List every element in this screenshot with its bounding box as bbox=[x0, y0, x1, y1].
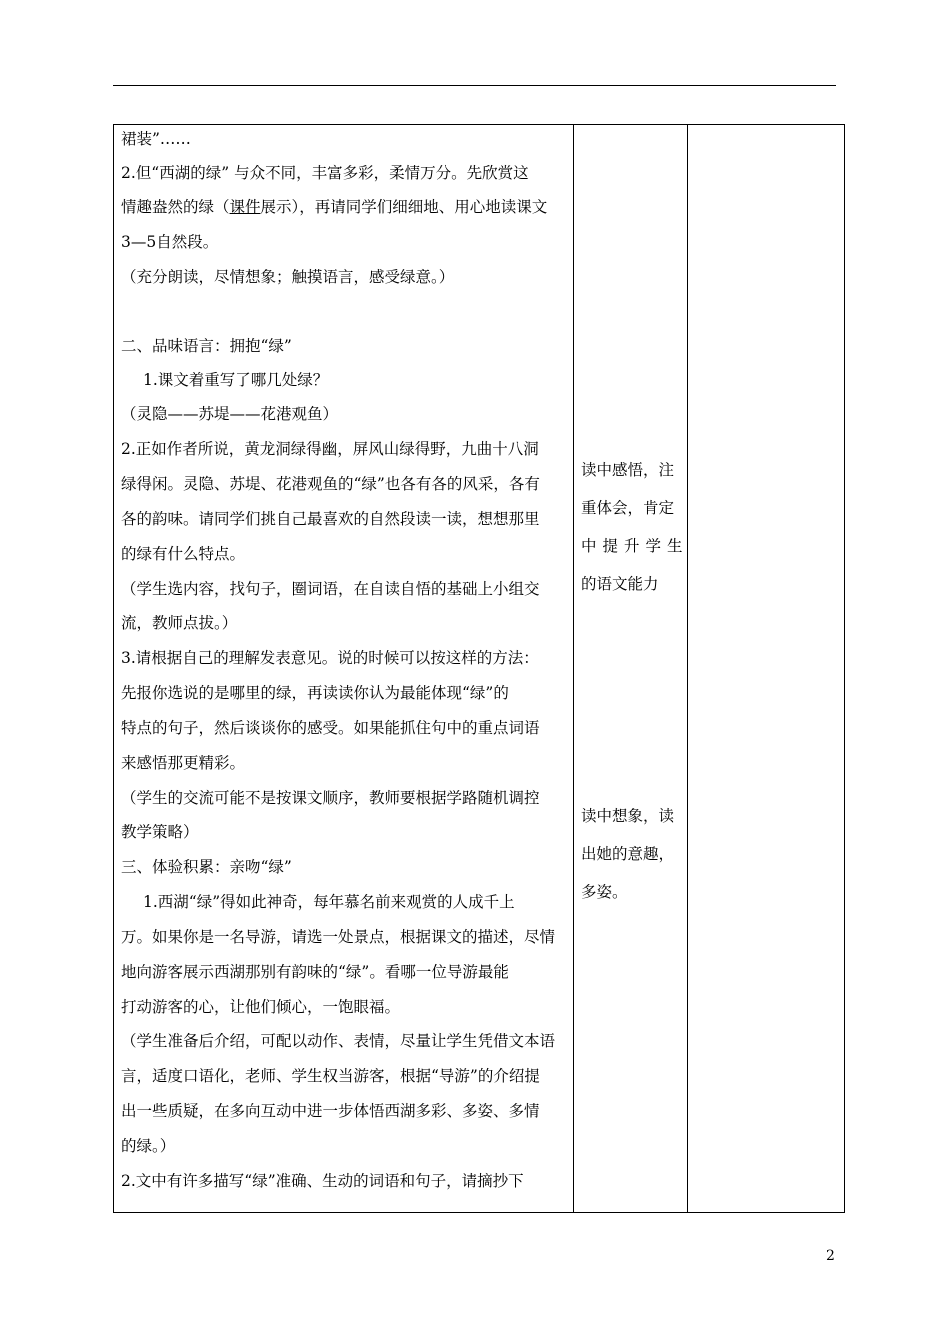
text-line: 3—5自然段。 bbox=[121, 233, 219, 251]
courseware-link[interactable]: 课件 bbox=[229, 198, 261, 216]
text-line: 1.课文着重写了哪几处绿？ bbox=[143, 371, 329, 389]
text-line: 各的韵味。请同学们挑自己最喜欢的自然段读一读，想想那里 bbox=[121, 510, 540, 528]
text-line: 流，教师点拔。） bbox=[121, 614, 238, 632]
text-line: 特点的句子，然后谈谈你的感受。如果能抓住句中的重点词语 bbox=[121, 719, 540, 737]
text-line: （充分朗读，尽情想象；触摸语言，感受绿意。） bbox=[121, 268, 455, 286]
text-line: 3.请根据自己的理解发表意见。说的时候可以按这样的方法： bbox=[121, 649, 539, 667]
note-line: 读中感悟，注 bbox=[581, 461, 675, 479]
note-line: 中提升学生 bbox=[581, 537, 689, 555]
text-line: （学生选内容，找句子，圈词语，在自读自悟的基础上小组交 bbox=[121, 580, 540, 598]
text-line: （灵隐——苏堤——花港观鱼） bbox=[121, 405, 339, 423]
lesson-table bbox=[113, 124, 845, 1213]
text-line: 的绿有什么特点。 bbox=[121, 545, 246, 563]
section-heading: 三、体验积累：亲吻“绿” bbox=[121, 858, 292, 876]
text-line: 1.西湖“绿”得如此神奇，每年慕名前来观赏的人成千上 bbox=[143, 893, 515, 911]
note-line: 重体会，肯定 bbox=[581, 499, 675, 517]
text-line: 先报你选说的是哪里的绿，再读读你认为最能体现“绿”的 bbox=[121, 684, 509, 702]
text-line: 教学策略） bbox=[121, 823, 199, 841]
text-line: 地向游客展示西湖那别有韵味的“绿”。看哪一位导游最能 bbox=[121, 963, 509, 981]
text-line: 来感悟那更精彩。 bbox=[121, 754, 246, 772]
header-rule bbox=[113, 85, 836, 86]
note-line: 读中想象，读 bbox=[581, 807, 675, 825]
text-line: 2.文中有许多描写“绿”准确、生动的词语和句子，请摘抄下 bbox=[121, 1172, 524, 1190]
text-line: 言，适度口语化，老师、学生权当游客，根据“导游”的介绍提 bbox=[121, 1067, 540, 1085]
text-line: 打动游客的心，让他们倾心，一饱眼福。 bbox=[121, 998, 401, 1016]
text-line: 情趣盎然的绿（课件展示），再请同学们细细地、用心地读课文 bbox=[121, 198, 548, 216]
text-line: 出一些质疑，在多向互动中进一步体悟西湖多彩、多姿、多情 bbox=[121, 1102, 540, 1120]
text-line: 裙装”…… bbox=[121, 130, 191, 148]
text-line: 的绿。） bbox=[121, 1137, 176, 1155]
column-divider bbox=[687, 125, 688, 1212]
note-line: 出她的意趣， bbox=[581, 845, 675, 863]
text-line: （学生准备后介绍，可配以动作、表情，尽量让学生凭借文本语 bbox=[121, 1032, 556, 1050]
text-line: 绿得闲。灵隐、苏堤、花港观鱼的“绿”也各有各的风采，各有 bbox=[121, 475, 540, 493]
note-line: 的语文能力 bbox=[581, 575, 659, 593]
text-line: 2.正如作者所说，黄龙洞绿得幽，屏风山绿得野，九曲十八洞 bbox=[121, 440, 539, 458]
note-line: 多姿。 bbox=[581, 883, 628, 901]
text-line: （学生的交流可能不是按课文顺序，教师要根据学路随机调控 bbox=[121, 789, 540, 807]
section-heading: 二、品味语言：拥抱“绿” bbox=[121, 337, 292, 355]
column-divider bbox=[573, 125, 574, 1212]
text-line: 2.但“西湖的绿” 与众不同，丰富多彩，柔情万分。先欣赏这 bbox=[121, 164, 529, 182]
page-number: 2 bbox=[826, 1248, 835, 1264]
text-line: 万。如果你是一名导游，请选一处景点，根据课文的描述，尽情 bbox=[121, 928, 556, 946]
